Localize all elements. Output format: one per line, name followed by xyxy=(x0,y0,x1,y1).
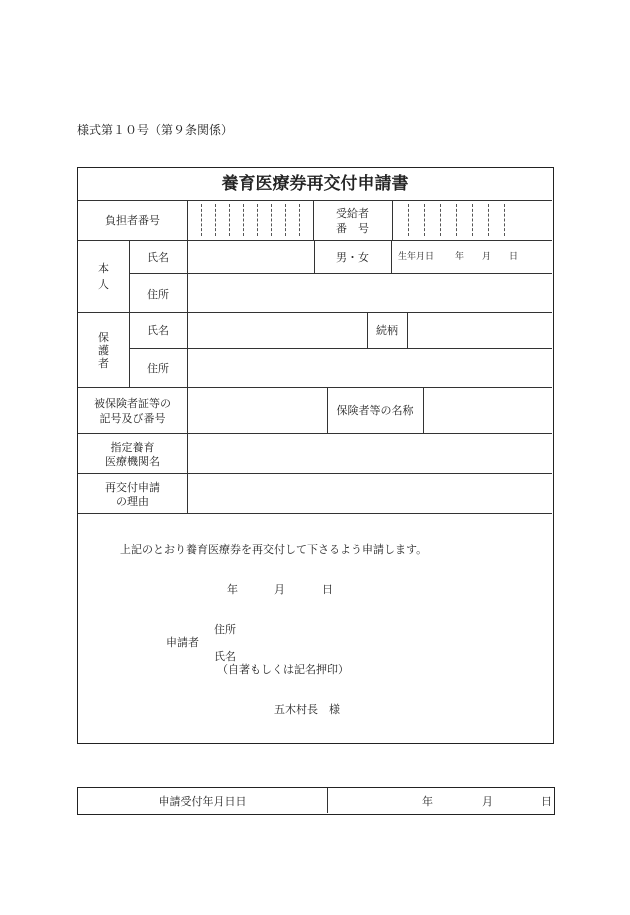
col-divider xyxy=(391,240,392,273)
insurance-number-label-1: 被保険者証等の xyxy=(94,397,171,410)
receipt-day-unit: 日 xyxy=(541,795,552,808)
seal-note: （自著もしくは記名押印） xyxy=(217,663,349,676)
insurer-name-field[interactable] xyxy=(424,388,552,433)
date-year-unit: 年 xyxy=(227,583,238,596)
receipt-date-box xyxy=(77,787,555,815)
insurance-number-label-2: 記号及び番号 xyxy=(99,412,166,425)
reason-label-1: 再交付申請 xyxy=(105,481,160,494)
payer-number-field[interactable] xyxy=(188,201,313,240)
guardian-label-3: 者 xyxy=(98,357,109,370)
recipient-number-field[interactable] xyxy=(393,201,552,240)
receipt-date-label: 申請受付年月日日 xyxy=(158,795,247,808)
guardian-name-field[interactable] xyxy=(188,313,367,348)
insurer-name-label: 保険者等の名称 xyxy=(336,404,414,417)
applicant-address-label: 住所 xyxy=(214,623,236,636)
receipt-year-unit: 年 xyxy=(422,795,433,808)
person-address-field[interactable] xyxy=(188,274,552,312)
recipient-number-label-2: 番 号 xyxy=(336,222,369,235)
declaration-text: 上記のとおり養育医療券を再交付して下さるよう申請します。 xyxy=(120,543,428,556)
institution-label-2: 医療機関名 xyxy=(105,455,160,468)
guardian-address-field[interactable] xyxy=(188,349,552,387)
guardian-label-2: 護 xyxy=(98,344,109,357)
institution-label-1: 指定養育 xyxy=(110,441,155,454)
person-address-label: 住所 xyxy=(147,288,169,301)
institution-field[interactable] xyxy=(188,434,552,473)
person-label-2: 人 xyxy=(98,278,109,291)
addressee: 五木村長 様 xyxy=(274,703,340,716)
payer-number-label: 負担者番号 xyxy=(105,214,160,227)
person-label-1: 本 xyxy=(98,262,109,275)
relation-label: 続柄 xyxy=(376,324,398,337)
style-number: 様式第１０号（第９条関係） xyxy=(77,123,234,137)
relation-field[interactable] xyxy=(408,313,552,348)
date-day-unit: 日 xyxy=(322,583,333,596)
insurance-number-field[interactable] xyxy=(188,388,327,433)
reason-field[interactable] xyxy=(188,474,552,513)
guardian-name-label: 氏名 xyxy=(147,324,169,337)
date-month-unit: 月 xyxy=(274,583,285,596)
form-title: 養育医療券再交付申請書 xyxy=(221,174,409,194)
application-form xyxy=(77,167,554,744)
birth-year-unit: 年 xyxy=(455,252,465,262)
receipt-date-field[interactable] xyxy=(328,788,553,813)
reason-label-2: の理由 xyxy=(116,495,149,508)
person-name-field[interactable] xyxy=(188,241,314,273)
guardian-address-label: 住所 xyxy=(147,362,169,375)
birth-month-unit: 月 xyxy=(482,252,492,262)
guardian-label-1: 保 xyxy=(98,331,109,344)
recipient-number-label-1: 受給者 xyxy=(336,207,369,220)
col-divider xyxy=(313,200,314,240)
row-divider xyxy=(78,240,552,241)
applicant-label: 申請者 xyxy=(166,636,199,649)
birth-day-unit: 日 xyxy=(509,252,519,262)
receipt-month-unit: 月 xyxy=(482,795,493,808)
row-divider xyxy=(78,513,552,514)
sex-selector[interactable]: 男・女 xyxy=(336,251,369,264)
person-name-label: 氏名 xyxy=(147,251,169,264)
applicant-name-label: 氏名 xyxy=(214,650,236,663)
birth-date-label: 生年月日 xyxy=(398,252,435,262)
